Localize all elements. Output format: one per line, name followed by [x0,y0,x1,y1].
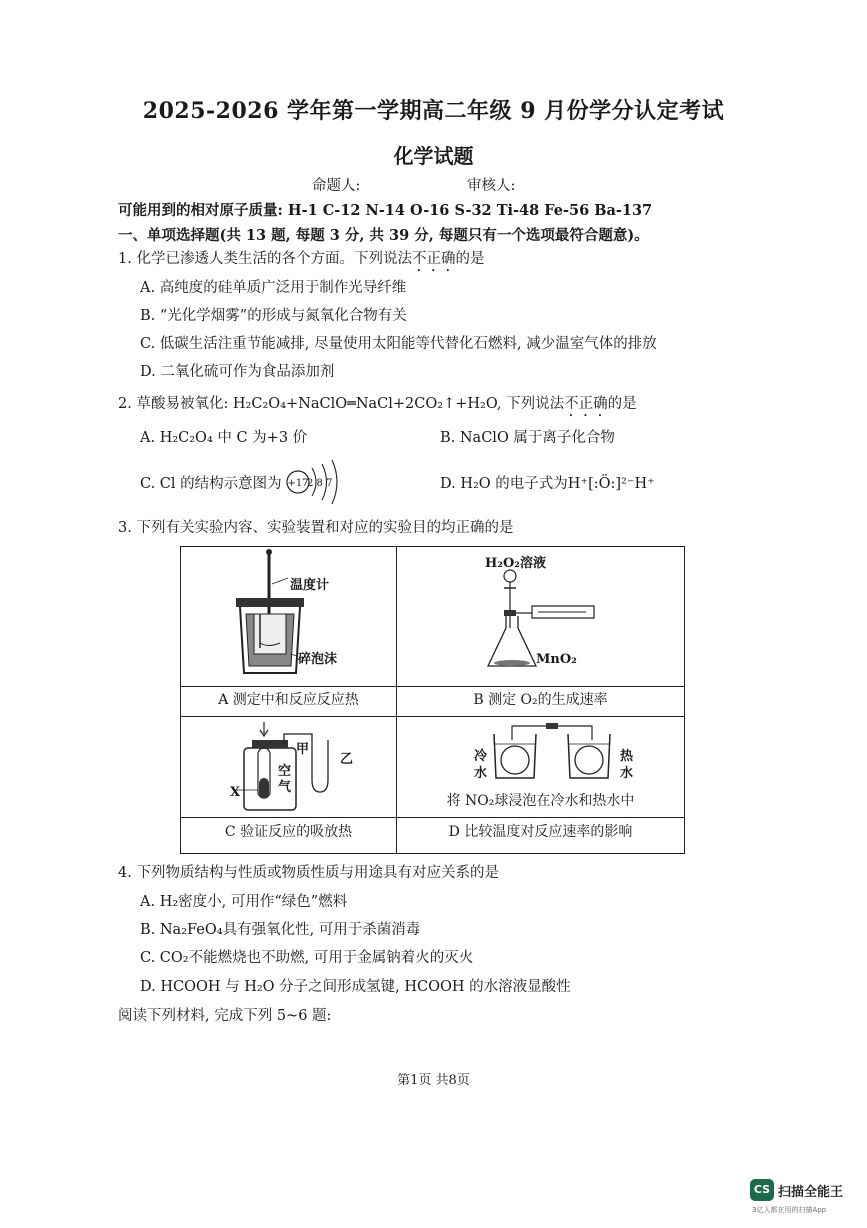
caption-d: D 比较温度对反应速率的影响 [448,824,633,840]
table-divider-2 [180,716,684,717]
label-mno2: MnO₂ [536,652,577,667]
cl-structure-diagram [284,456,354,508]
proposer-label: 命题人: [312,178,361,194]
q4-option-a: A. H₂密度小, 可用作“绿色”燃料 [140,894,348,910]
q2-stem-end: 的是 [607,396,637,412]
q4-option-c: C. CO₂不能燃烧也不助燃, 可用于金属钠着火的灭火 [140,950,474,966]
q1-stem [118,249,484,275]
cl-shells-label: 2 8 7 [307,478,333,489]
q2-stem [118,394,637,420]
label-kong: 空 [278,764,292,779]
caption-a: A 测定中和反应反应热 [218,692,359,708]
subject-title: 化学试题 [393,144,474,168]
q1-option-a: A. 高纯度的硅单质广泛用于制作光导纤维 [140,280,407,296]
label-h2o2: H₂O₂溶液 [485,556,546,571]
table-divider-1 [180,686,684,687]
scanner-logo-icon: CS [750,1179,774,1201]
label-jia: 甲 [296,742,310,757]
scanner-watermark [750,1179,850,1219]
cl-nucleus-label: +17 [287,478,309,489]
q1-stem-end: 的是 [455,251,485,267]
caption-b: B 测定 O₂的生成速率 [473,692,608,708]
q1-stem-text: 1. 化学已渗透人类生活的各个方面。下列说法 [118,251,412,267]
caption-c: C 验证反应的吸放热 [224,824,353,840]
page-footer: 第1页 共8页 [397,1073,470,1088]
section-heading: 一、单项选择题(共 13 题, 每题 3 分, 共 39 分, 每题只有一个选项最符合题意)。 [118,227,649,244]
label-cold-water: 水 [474,766,488,781]
label-hot: 热 [620,749,634,764]
reading-instruction: 阅读下列材料, 完成下列 5~6 题: [118,1008,332,1024]
label-hot-water: 水 [620,766,634,781]
label-cold: 冷 [474,749,488,764]
q1-option-b: B. “光化学烟雾”的形成与氮氧化合物有关 [140,308,407,324]
label-x: X [230,785,241,800]
table-divider-3 [180,817,684,818]
table-divider-vertical [396,546,397,853]
q2-option-b: B. NaClO 属于离子化合物 [440,430,615,446]
label-qi: 气 [278,780,292,795]
q2-emphasis: 不正确 [564,396,608,412]
q2-option-d: D. H₂O 的电子式为H⁺[:Ö:]²⁻H⁺ [440,476,655,492]
q4-stem: 4. 下列物质结构与性质或物质性质与用途具有对应关系的是 [118,865,499,881]
no2-note: 将 NO₂球浸泡在冷水和热水中 [446,793,635,809]
no2-bulbs-figure [490,720,614,782]
exam-title: 2025-2026 学年第一学期高二年级 9 月份学分认定考试 [142,98,725,124]
q2-stem-text: 2. 草酸易被氧化: H₂C₂O₄+NaClO═NaCl+2CO₂↑+H₂O, 下列说法 [118,396,565,412]
q4-option-b: B. Na₂FeO₄具有强氧化性, 可用于杀菌消毒 [140,922,421,938]
q1-option-c: C. 低碳生活注重节能减排, 尽量使用太阳能等代替化石燃料, 减少温室气体的排放 [140,336,657,352]
q3-stem: 3. 下列有关实验内容、实验装置和对应的实验目的均正确的是 [118,520,514,536]
reviewer-label: 审核人: [467,178,516,194]
q2-option-c: C. Cl 的结构示意图为 [140,476,282,492]
label-yi: 乙 [340,752,354,767]
atomic-masses: 可能用到的相对原子质量: H-1 C-12 N-14 O-16 S-32 Ti-48 Fe-56 Ba-137 [118,202,653,219]
q2-option-a: A. H₂C₂O₄ 中 C 为+3 价 [140,430,308,446]
label-thermometer: 温度计 [290,578,330,593]
q1-option-d: D. 二氧化硫可作为食品添加剂 [140,364,335,380]
heat-effect-figure [228,720,358,814]
label-foam: 碎泡沫 [298,652,338,667]
scanner-name: 扫描全能王 [778,1185,844,1200]
scanner-tagline: 3亿人都在用的扫描App [752,1206,827,1214]
q4-option-d: D. HCOOH 与 H₂O 分子之间形成氢键, HCOOH 的水溶液显酸性 [140,979,571,995]
q1-emphasis: 不正确 [411,251,456,267]
